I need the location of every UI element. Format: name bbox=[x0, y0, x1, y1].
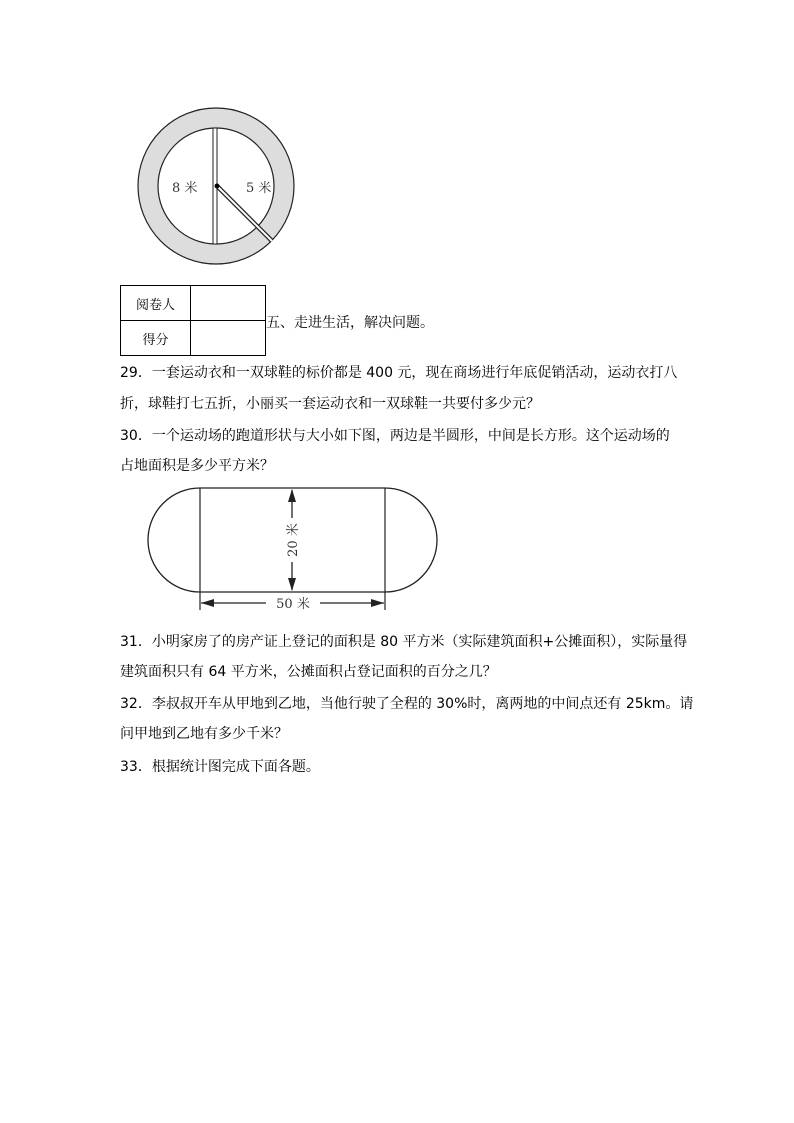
question-33: 33．根据统计图完成下面各题。 bbox=[120, 759, 320, 775]
question-31-line-1: 31．小明家房了的房产证上登记的面积是 80 平方米（实际建筑面积+公摊面积），实际量得 bbox=[120, 634, 688, 650]
reviewer-label: 阅卷人 bbox=[121, 286, 191, 321]
table-row bbox=[121, 286, 266, 321]
radius-label: 5 米 bbox=[246, 181, 272, 196]
question-32-line-2: 问甲地到乙地有多少千米？ bbox=[120, 726, 288, 742]
section-title: 五、走进生活，解决问题。 bbox=[266, 315, 434, 331]
table-row bbox=[121, 321, 266, 356]
question-30-line-2: 占地面积是多少平方米？ bbox=[120, 458, 274, 474]
score-table bbox=[120, 285, 266, 356]
question-29-line-2: 折，球鞋打七五折，小丽买一套运动衣和一双球鞋一共要付多少元？ bbox=[120, 396, 540, 412]
question-30-line-1: 30．一个运动场的跑道形状与大小如下图，两边是半圆形，中间是长方形。这个运动场的 bbox=[120, 428, 670, 444]
question-32-line-1: 32．李叔叔开车从甲地到乙地，当他行驶了全程的 30%时，离两地的中间点还有 25km。请 bbox=[120, 696, 694, 712]
question-31-line-2: 建筑面积只有 64 平方米，公摊面积占登记面积的百分之几？ bbox=[120, 664, 497, 680]
reviewer-cell[interactable] bbox=[191, 286, 266, 321]
diameter-label: 8 米 bbox=[172, 181, 198, 196]
track-figure bbox=[140, 482, 450, 617]
track-height-label: 20 米 bbox=[286, 523, 301, 557]
question-29-line-1: 29．一套运动衣和一双球鞋的标价都是 400 元，现在商场进行年底促销活动，运动衣打八 bbox=[120, 365, 678, 381]
score-cell[interactable] bbox=[191, 321, 266, 356]
score-label: 得分 bbox=[121, 321, 191, 356]
ring-figure bbox=[130, 100, 300, 275]
track-width-label: 50 米 bbox=[276, 597, 310, 612]
